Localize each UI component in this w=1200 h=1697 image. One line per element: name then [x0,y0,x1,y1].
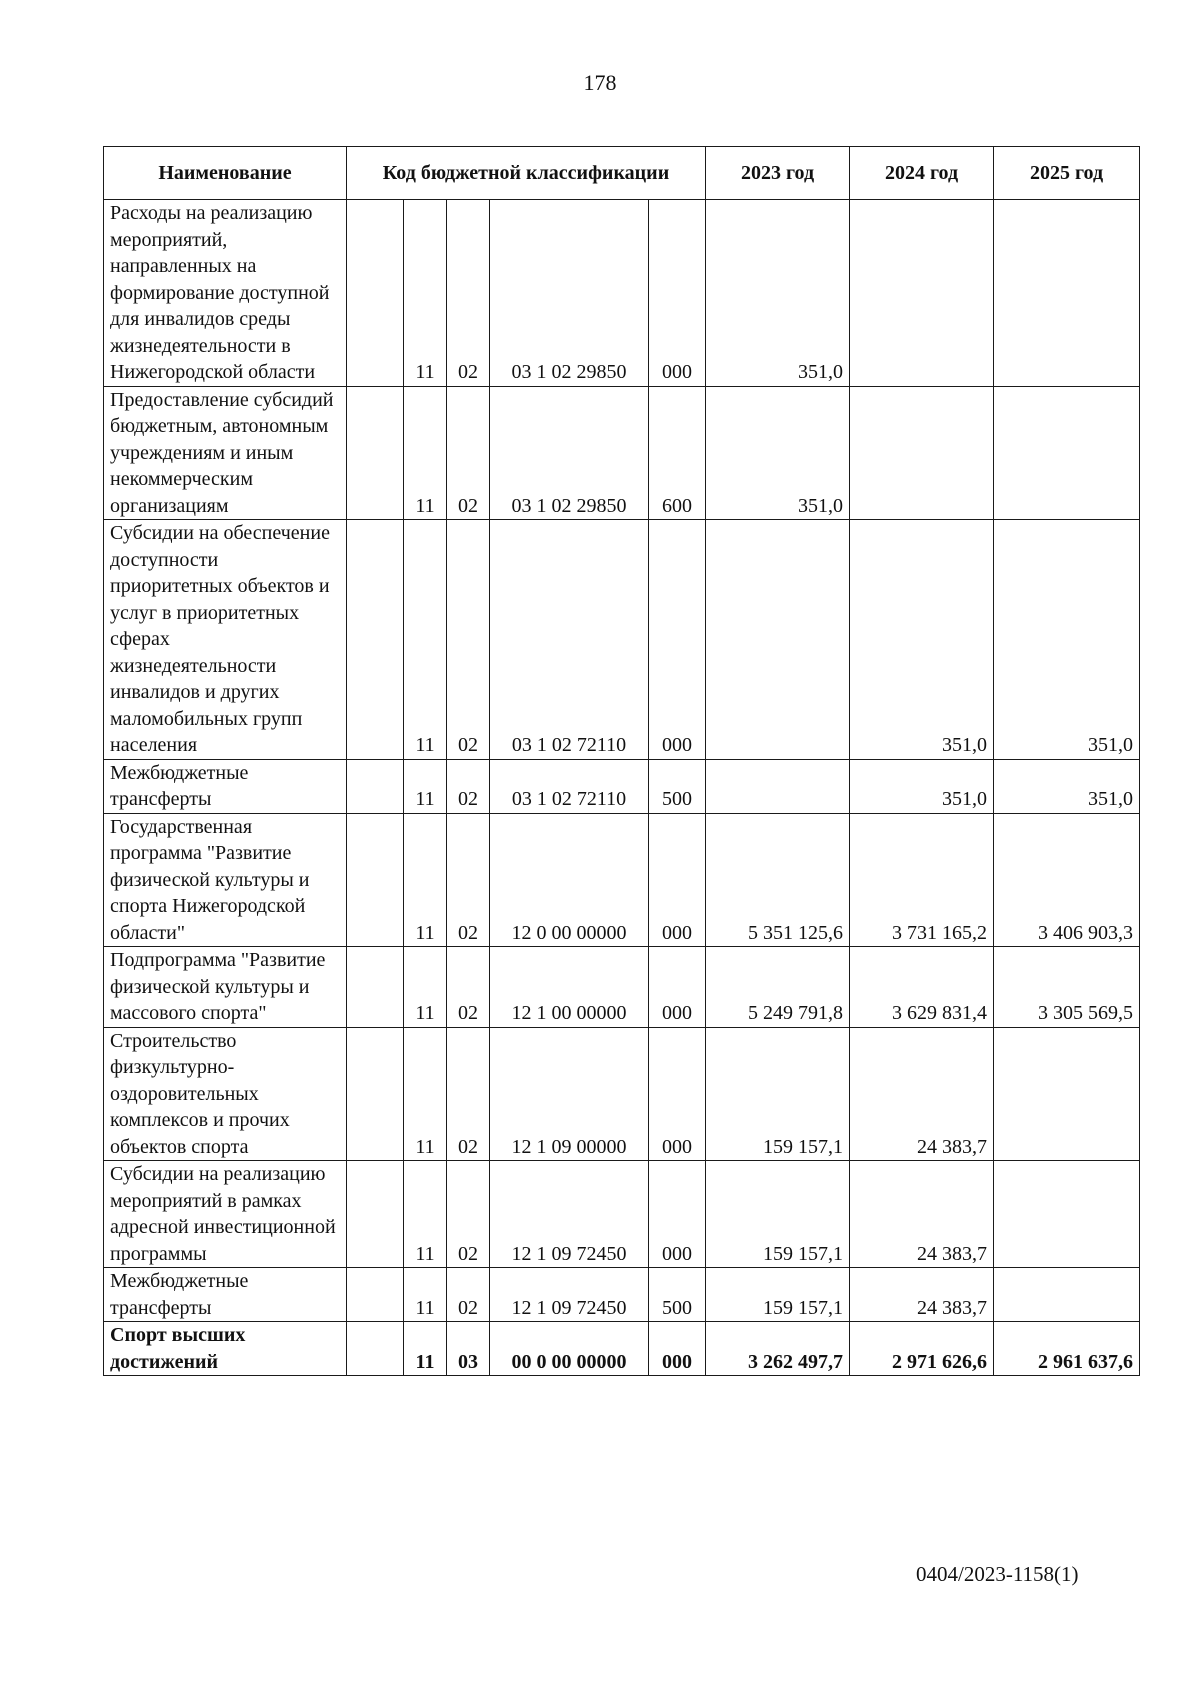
amount-2023: 159 157,1 [706,1027,850,1161]
code-subsection: 02 [447,1161,490,1268]
table-header-row [104,147,1140,200]
amount-2024 [850,200,994,387]
row-name: Спорт высших достижений [104,1322,347,1376]
code-expense-type: 000 [649,200,706,387]
code-section [347,1161,404,1268]
code-target-article: 03 1 02 29850 [490,386,649,520]
code-target-article: 00 0 00 00000 [490,1322,649,1376]
code-target-article: 03 1 02 72110 [490,520,649,760]
code-section-main: 11 [404,520,447,760]
amount-2024: 24 383,7 [850,1268,994,1322]
code-section [347,947,404,1028]
amount-2024: 351,0 [850,520,994,760]
amount-2024: 3 731 165,2 [850,813,994,947]
code-subsection: 02 [447,200,490,387]
amount-2023: 5 249 791,8 [706,947,850,1028]
code-target-article: 03 1 02 72110 [490,759,649,813]
code-section [347,200,404,387]
row-name: Подпрограмма "Развитие физической культуры и массового спорта" [104,947,347,1028]
row-name: Межбюджетные трансферты [104,759,347,813]
code-section-main: 11 [404,1322,447,1376]
amount-2024 [850,386,994,520]
amount-2023 [706,759,850,813]
table-row [104,947,1140,1028]
code-target-article: 12 0 00 00000 [490,813,649,947]
code-subsection: 02 [447,1268,490,1322]
amount-2024: 351,0 [850,759,994,813]
table-row [104,386,1140,520]
amount-2023: 351,0 [706,386,850,520]
row-name: Расходы на реализацию мероприятий, направленных на формирование доступной для инвалидов среды жизнедеятельности в Нижегородской области [104,200,347,387]
code-subsection: 02 [447,947,490,1028]
code-expense-type: 000 [649,520,706,760]
code-expense-type: 000 [649,1322,706,1376]
table-row [104,759,1140,813]
amount-2023: 3 262 497,7 [706,1322,850,1376]
table-row [104,520,1140,760]
page-number: 178 [583,70,617,95]
row-name: Государственная программа "Развитие физической культуры и спорта Нижегородской области" [104,813,347,947]
code-section-main: 11 [404,1161,447,1268]
header-2025: 2025 год [994,147,1140,200]
row-name: Субсидии на обеспечение доступности приоритетных объектов и услуг в приоритетных сферах жизнедеятельности инвалидов и других маломобильных групп населения [104,520,347,760]
amount-2025 [994,386,1140,520]
table-row [104,1322,1140,1376]
table-row [104,1268,1140,1322]
code-subsection: 02 [447,386,490,520]
table-row [104,1161,1140,1268]
code-section-main: 11 [404,386,447,520]
code-subsection: 02 [447,520,490,760]
row-name: Межбюджетные трансферты [104,1268,347,1322]
code-expense-type: 000 [649,813,706,947]
amount-2025 [994,1027,1140,1161]
code-section [347,1322,404,1376]
code-expense-type: 500 [649,1268,706,1322]
code-subsection: 03 [447,1322,490,1376]
amount-2025: 3 406 903,3 [994,813,1140,947]
code-target-article: 12 1 09 00000 [490,1027,649,1161]
code-section-main: 11 [404,759,447,813]
code-subsection: 02 [447,1027,490,1161]
amount-2025: 3 305 569,5 [994,947,1140,1028]
table-row [104,200,1140,387]
row-name: Предоставление субсидий бюджетным, автономным учреждениям и иным некоммерческим организациям [104,386,347,520]
code-expense-type: 000 [649,947,706,1028]
code-section-main: 11 [404,813,447,947]
amount-2025: 351,0 [994,520,1140,760]
header-code: Код бюджетной классификации [347,147,706,200]
code-target-article: 03 1 02 29850 [490,200,649,387]
amount-2023: 5 351 125,6 [706,813,850,947]
code-section [347,759,404,813]
amount-2025 [994,200,1140,387]
header-name: Наименование [104,147,347,200]
amount-2024: 2 971 626,6 [850,1322,994,1376]
code-target-article: 12 1 09 72450 [490,1161,649,1268]
code-section-main: 11 [404,1268,447,1322]
row-name: Субсидии на реализацию мероприятий в рамках адресной инвестиционной программы [104,1161,347,1268]
amount-2025: 2 961 637,6 [994,1322,1140,1376]
amount-2023: 351,0 [706,200,850,387]
code-section [347,520,404,760]
code-section-main: 11 [404,200,447,387]
amount-2023: 159 157,1 [706,1161,850,1268]
amount-2023: 159 157,1 [706,1268,850,1322]
code-section [347,813,404,947]
table-row [104,1027,1140,1161]
amount-2025 [994,1268,1140,1322]
code-expense-type: 500 [649,759,706,813]
code-section-main: 11 [404,947,447,1028]
table-body [104,200,1140,1376]
code-expense-type: 000 [649,1027,706,1161]
code-target-article: 12 1 09 72450 [490,1268,649,1322]
row-name: Строительство физкультурно-оздоровительных комплексов и прочих объектов спорта [104,1027,347,1161]
header-2024: 2024 год [850,147,994,200]
amount-2024: 24 383,7 [850,1161,994,1268]
document-number: 0404/2023-1158(1) [916,1562,1079,1586]
code-section [347,1027,404,1161]
code-subsection: 02 [447,759,490,813]
amount-2023 [706,520,850,760]
amount-2024: 3 629 831,4 [850,947,994,1028]
header-2023: 2023 год [706,147,850,200]
table-row [104,813,1140,947]
code-subsection: 02 [447,813,490,947]
code-expense-type: 600 [649,386,706,520]
code-expense-type: 000 [649,1161,706,1268]
code-section [347,386,404,520]
amount-2025 [994,1161,1140,1268]
code-target-article: 12 1 00 00000 [490,947,649,1028]
amount-2024: 24 383,7 [850,1027,994,1161]
amount-2025: 351,0 [994,759,1140,813]
budget-table [103,146,1140,1376]
code-section [347,1268,404,1322]
code-section-main: 11 [404,1027,447,1161]
